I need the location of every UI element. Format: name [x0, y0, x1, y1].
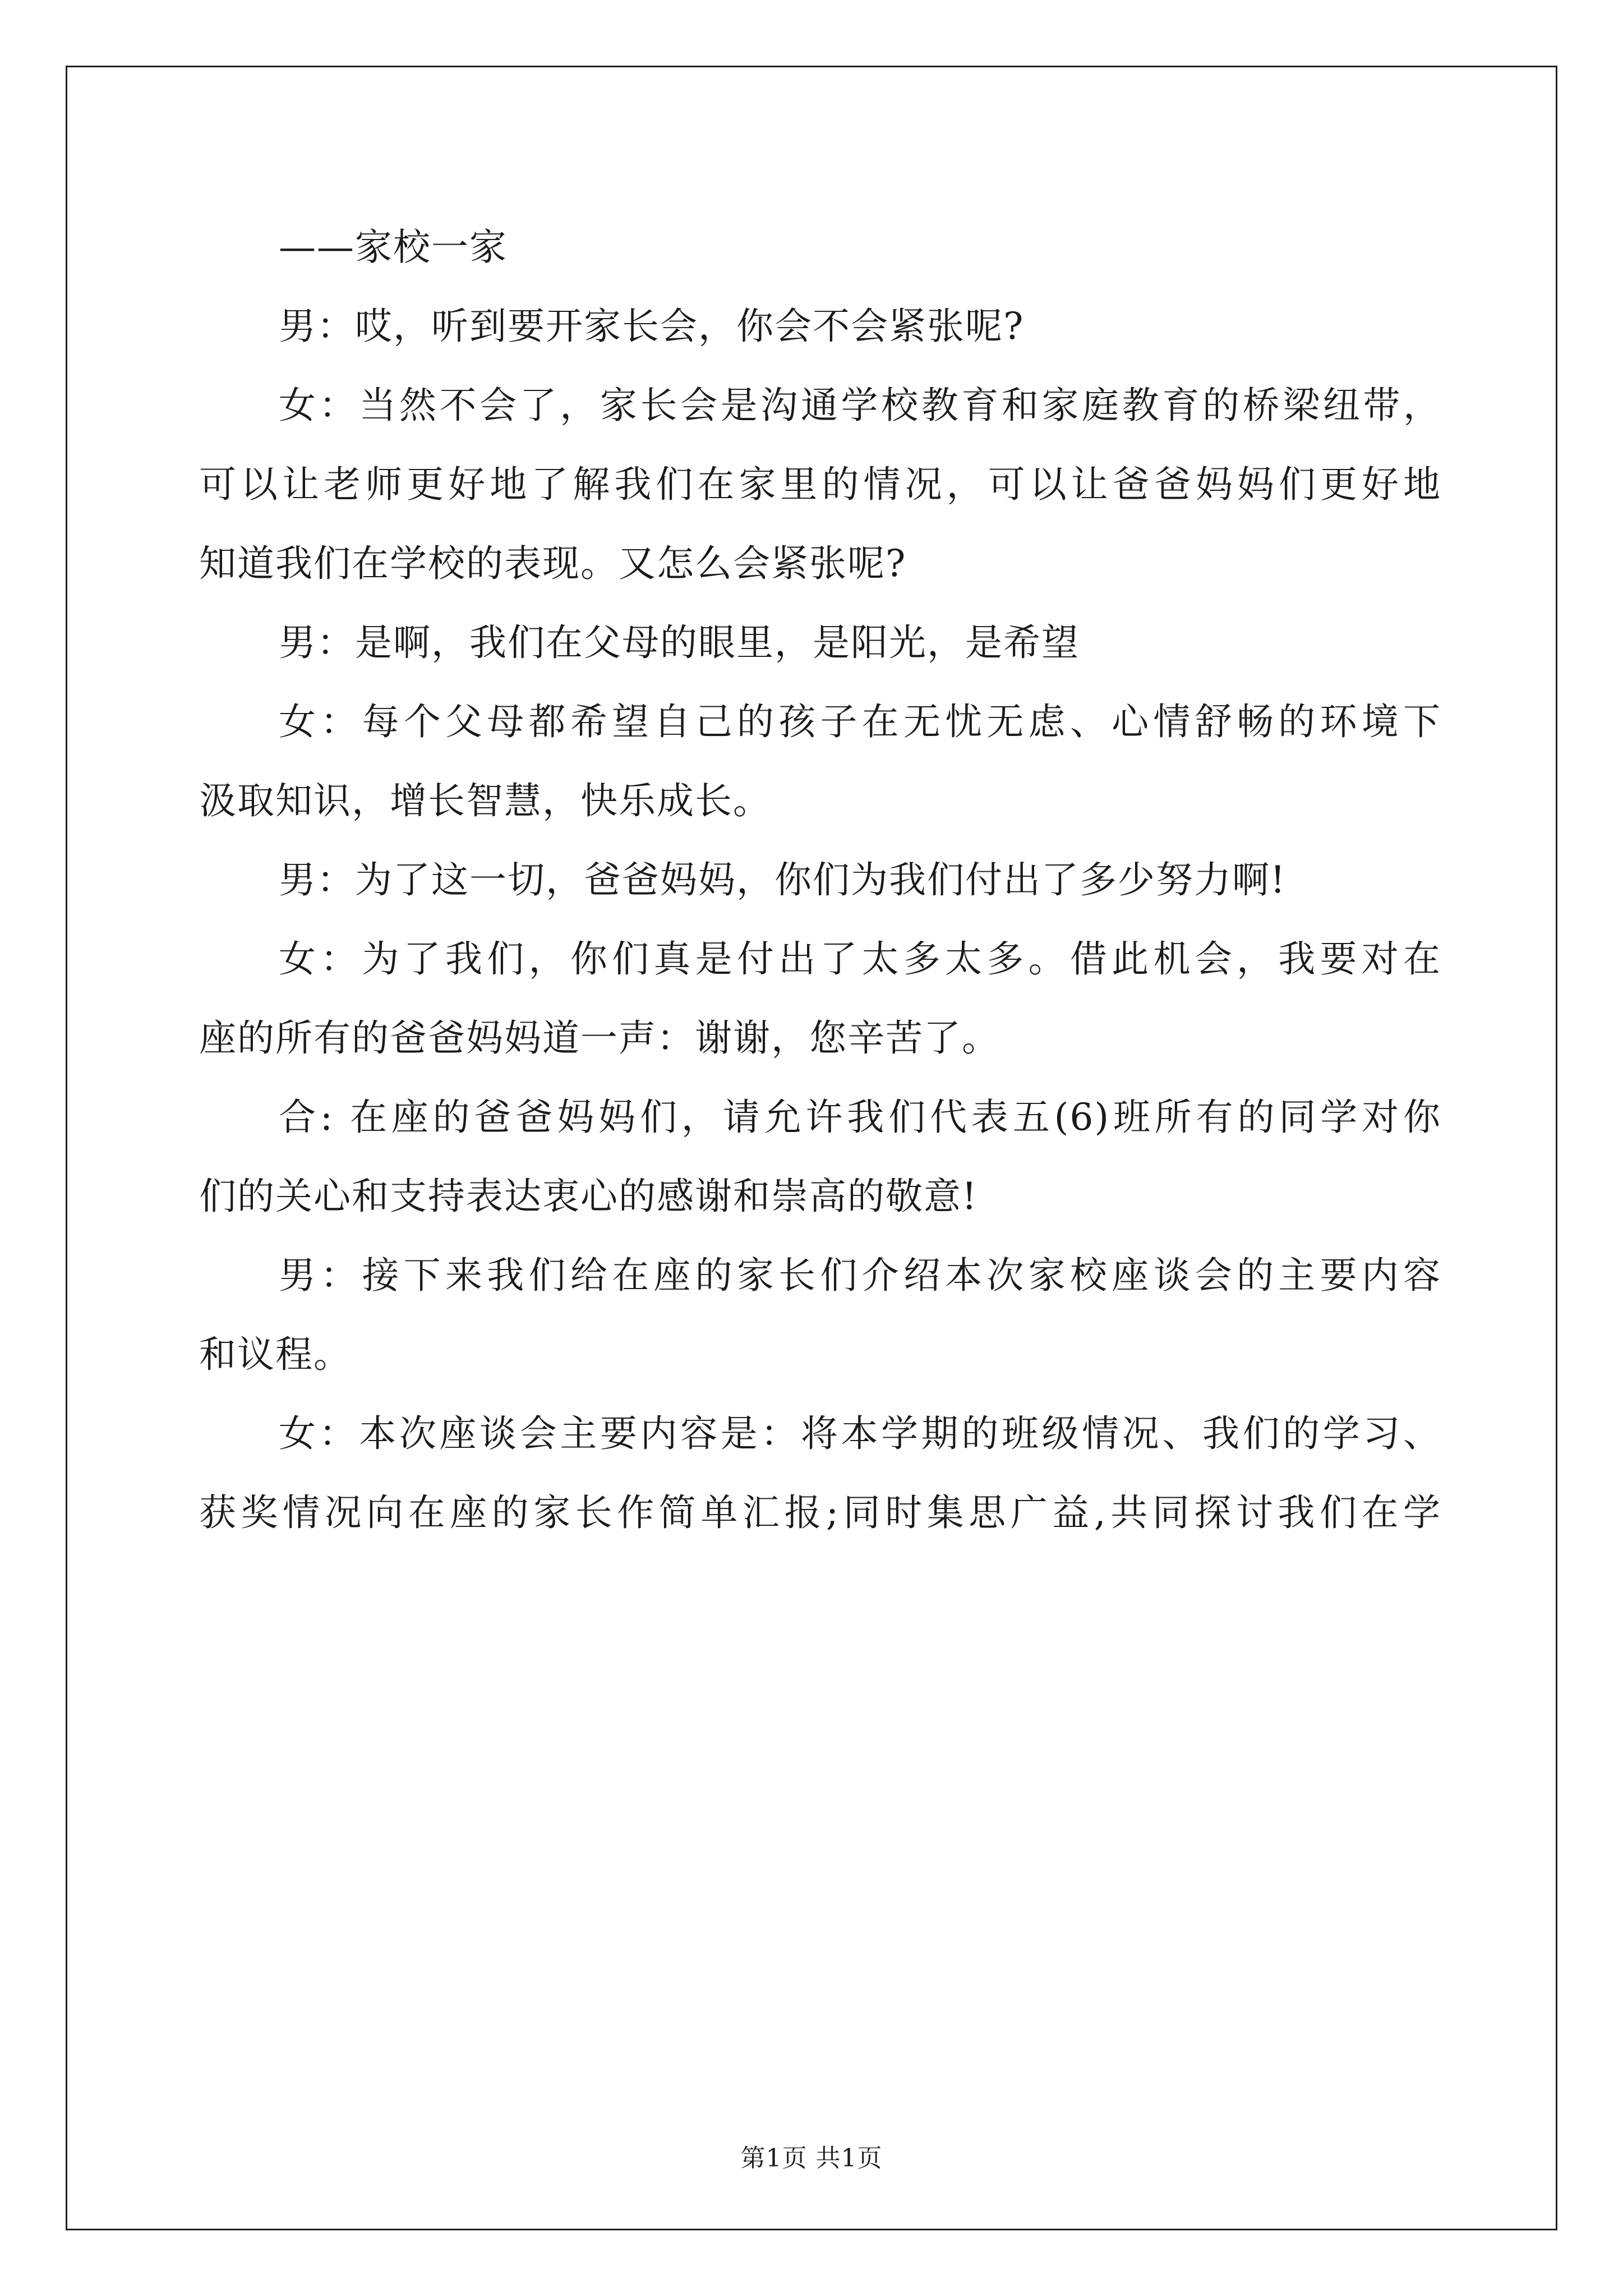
text-line: ——家校一家 — [279, 226, 508, 269]
text-line: 合: 在座的爸爸妈妈们，请允许我们代表五(6)班所有的同学对你 — [279, 1096, 1441, 1139]
text-line: 女：每个父母都希望自己的孩子在无忧无虑、心情舒畅的环境下 — [279, 700, 1441, 743]
text-line: 座的所有的爸爸妈妈道一声：谢谢，您辛苦了。 — [199, 1016, 1000, 1060]
text-line: 获奖情况向在座的家长作简单汇报;同时集思广益,共同探讨我们在学 — [199, 1491, 1441, 1534]
text-line: 女：为了我们，你们真是付出了太多太多。借此机会，我要对在 — [279, 937, 1441, 981]
text-line: 和议程。 — [199, 1333, 352, 1376]
text-line: 女：本次座谈会主要内容是：将本学期的班级情况、我们的学习、 — [279, 1412, 1441, 1455]
text-line: 男：为了这一切，爸爸妈妈，你们为我们付出了多少努力啊! — [279, 858, 1287, 901]
text-line: 汲取知识，增长智慧，快乐成长。 — [199, 779, 771, 822]
text-line: 知道我们在学校的表现。又怎么会紧张呢? — [199, 542, 907, 585]
text-line: 男：是啊，我们在父母的眼里，是阳光，是希望 — [279, 621, 1080, 664]
document-body — [199, 208, 1441, 1552]
text-line: 女：当然不会了，家长会是沟通学校教育和家庭教育的桥梁纽带， — [279, 384, 1441, 427]
text-line: 男：接下来我们给在座的家长们介绍本次家校座谈会的主要内容 — [279, 1254, 1441, 1297]
page-footer: 第1页 共1页 — [740, 2144, 883, 2173]
text-line: 可以让老师更好地了解我们在家里的情况，可以让爸爸妈妈们更好地 — [199, 463, 1441, 506]
text-line: 男：哎，听到要开家长会，你会不会紧张呢? — [279, 305, 1025, 348]
text-line: 们的关心和支持表达衷心的感谢和崇高的敬意! — [199, 1175, 978, 1218]
